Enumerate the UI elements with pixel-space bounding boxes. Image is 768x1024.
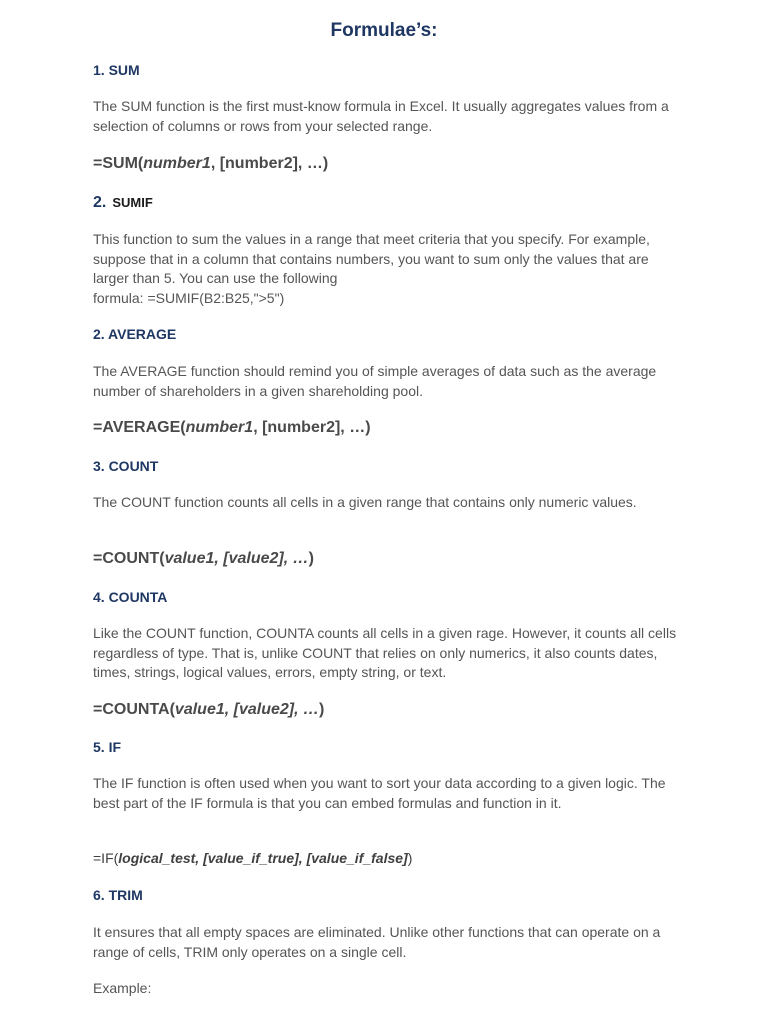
formula-average-prefix: =AVERAGE(	[93, 419, 186, 436]
paragraph-average: The AVERAGE function should remind you of simple averages of data such as the average number of shareholders in a given shareholding pool.	[93, 363, 657, 399]
paragraph-sum: The SUM function is the first must-know formula in Excel. It usually aggregates values from a selection of columns or rows from your selected range.	[93, 98, 669, 134]
formula-count-prefix: =COUNT(	[93, 550, 165, 567]
formula-average-rest: , [number2], …)	[253, 419, 371, 436]
heading-sumif	[93, 192, 683, 213]
formula-average	[93, 417, 683, 439]
formula-count-args: value1, [value2], …	[164, 550, 309, 567]
heading-trim: 6. TRIM	[93, 887, 143, 903]
formula-count-close: )	[308, 550, 314, 567]
formula-sum-arg: number1	[143, 155, 211, 172]
formula-sum	[93, 153, 683, 175]
paragraph-sumif: This function to sum the values in a range that meet criteria that you specify. For example, suppose that in a column that contains numbers, you want to sum only the values that are larger than 5. You can use the following	[93, 231, 650, 286]
formula-counta-close: )	[318, 701, 325, 718]
formula-sum-rest: , [number2], …)	[210, 155, 329, 172]
formula-counta-args: value1, [value2], …	[174, 701, 319, 718]
paragraph-count: The COUNT function counts all cells in a given range that contains only numeric values.	[93, 494, 637, 510]
paragraph-counta: Like the COUNT function, COUNTA counts all cells in a given rage. However, it counts all cells regardless of type. That is, unlike COUNT that relies on only numerics, it also counts dates, times, strings, logical values, errors, empty string, or text.	[93, 625, 677, 680]
paragraph-if: The IF function is often used when you want to sort your data according to a given logic. The best part of the IF formula is that you can embed formulas and function in it.	[93, 775, 666, 811]
formula-if-args: logical_test, [value_if_true], [value_if_false]	[118, 850, 408, 866]
formula-sum-prefix: =SUM(	[93, 155, 144, 172]
heading-average: 2. AVERAGE	[93, 326, 177, 342]
heading-sumif-label: SUMIF	[112, 195, 153, 210]
formula-sumif: formula: =SUMIF(B2:B25,">5")	[93, 290, 285, 306]
heading-count: 3. COUNT	[93, 458, 159, 474]
heading-counta: 4. COUNTA	[93, 589, 168, 605]
formula-count	[93, 548, 683, 570]
formula-counta-prefix: =COUNTA(	[93, 701, 175, 718]
formula-counta	[93, 699, 683, 721]
heading-sum: 1. SUM	[93, 62, 140, 78]
formula-if-prefix: =IF(	[93, 850, 119, 866]
formula-if	[93, 848, 683, 868]
example-label: Example:	[93, 980, 152, 996]
heading-sumif-number: 2.	[93, 194, 107, 211]
heading-if: 5. IF	[93, 739, 122, 755]
page-title: Formulae’s:	[330, 20, 438, 41]
formula-average-arg: number1	[185, 419, 254, 436]
formula-if-close: )	[407, 850, 413, 866]
paragraph-trim: It ensures that all empty spaces are eliminated. Unlike other functions that can operate on a range of cells, TRIM only operates on a single cell.	[93, 924, 661, 960]
